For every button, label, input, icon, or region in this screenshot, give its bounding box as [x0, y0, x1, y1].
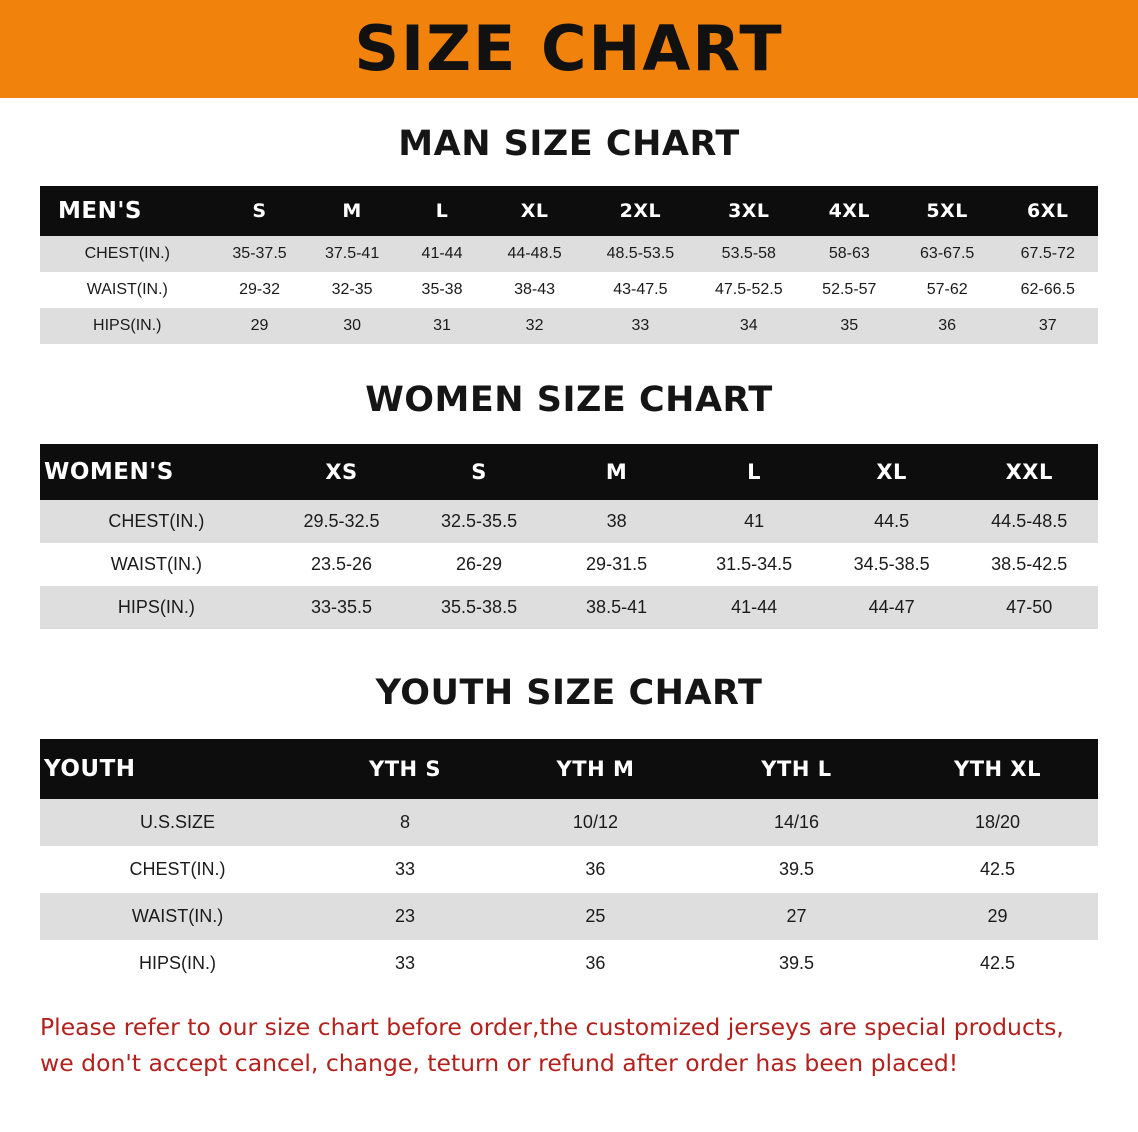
- youth-cell-2-0: 23: [315, 893, 495, 940]
- women-header-cell-6: XXL: [960, 444, 1098, 500]
- women-table-wrapper: [0, 444, 1138, 629]
- women-cell-1-4: 34.5-38.5: [823, 543, 961, 586]
- table-row: [40, 500, 1098, 543]
- women-cell-0-3: 41: [685, 500, 823, 543]
- size-chart-banner: [0, 0, 1138, 98]
- man-cell-1-7: 57-62: [897, 272, 998, 308]
- women-cell-0-5: 44.5-48.5: [960, 500, 1098, 543]
- youth-table-wrapper: [0, 739, 1138, 987]
- man-cell-0-5: 53.5-58: [696, 236, 802, 272]
- women-header-cell-5: XL: [823, 444, 961, 500]
- women-row-label-2: HIPS(IN.): [40, 586, 273, 629]
- man-cell-1-4: 43-47.5: [585, 272, 696, 308]
- women-cell-1-5: 38.5-42.5: [960, 543, 1098, 586]
- youth-cell-0-0: 8: [315, 799, 495, 846]
- youth-cell-3-0: 33: [315, 940, 495, 987]
- women-cell-2-5: 47-50: [960, 586, 1098, 629]
- man-cell-0-6: 58-63: [802, 236, 897, 272]
- man-cell-2-8: 37: [997, 308, 1098, 344]
- man-header-cell-2: M: [304, 186, 399, 236]
- women-section-title: WOMEN SIZE CHART: [365, 380, 773, 420]
- table-row: [40, 308, 1098, 344]
- table-row: [40, 236, 1098, 272]
- man-row-label-1: WAIST(IN.): [40, 272, 215, 308]
- youth-header-cell-4: YTH XL: [897, 739, 1098, 799]
- man-cell-2-5: 34: [696, 308, 802, 344]
- man-cell-2-3: 32: [484, 308, 585, 344]
- man-table-header-row: [40, 186, 1098, 236]
- women-cell-1-3: 31.5-34.5: [685, 543, 823, 586]
- man-cell-2-0: 29: [215, 308, 305, 344]
- man-header-cell-3: L: [400, 186, 485, 236]
- man-cell-0-7: 63-67.5: [897, 236, 998, 272]
- man-cell-0-8: 67.5-72: [997, 236, 1098, 272]
- youth-header-cell-1: YTH S: [315, 739, 495, 799]
- man-cell-0-0: 35-37.5: [215, 236, 305, 272]
- women-header-cell-0: WOMEN'S: [40, 444, 273, 500]
- youth-row-label-0: U.S.SIZE: [40, 799, 315, 846]
- women-cell-2-2: 38.5-41: [548, 586, 686, 629]
- disclaimer-line-2: we don't accept cancel, change, teturn or refund after order has been placed!: [40, 1049, 959, 1078]
- man-cell-0-4: 48.5-53.5: [585, 236, 696, 272]
- youth-cell-2-2: 27: [696, 893, 897, 940]
- man-header-cell-7: 4XL: [802, 186, 897, 236]
- man-cell-2-2: 31: [400, 308, 485, 344]
- man-cell-1-6: 52.5-57: [802, 272, 897, 308]
- youth-cell-1-1: 36: [495, 846, 696, 893]
- disclaimer-line-1: Please refer to our size chart before order,the customized jerseys are special products,: [40, 1013, 1064, 1041]
- women-cell-2-3: 41-44: [685, 586, 823, 629]
- man-cell-1-8: 62-66.5: [997, 272, 1098, 308]
- youth-header-cell-3: YTH L: [696, 739, 897, 799]
- size-chart-disclaimer: [40, 1009, 1098, 1082]
- table-row: [40, 586, 1098, 629]
- table-row: [40, 799, 1098, 846]
- youth-cell-0-2: 14/16: [696, 799, 897, 846]
- man-cell-1-2: 35-38: [400, 272, 485, 308]
- man-header-cell-6: 3XL: [696, 186, 802, 236]
- youth-cell-1-0: 33: [315, 846, 495, 893]
- man-cell-2-6: 35: [802, 308, 897, 344]
- women-header-cell-1: XS: [273, 444, 411, 500]
- women-cell-0-1: 32.5-35.5: [410, 500, 548, 543]
- youth-cell-2-3: 29: [897, 893, 1098, 940]
- youth-cell-1-2: 39.5: [696, 846, 897, 893]
- table-row: [40, 940, 1098, 987]
- women-cell-0-4: 44.5: [823, 500, 961, 543]
- women-header-cell-2: S: [410, 444, 548, 500]
- youth-row-label-2: WAIST(IN.): [40, 893, 315, 940]
- man-header-cell-4: XL: [484, 186, 585, 236]
- women-cell-1-0: 23.5-26: [273, 543, 411, 586]
- youth-table-header-row: [40, 739, 1098, 799]
- youth-header-cell-0: YOUTH: [40, 739, 315, 799]
- man-size-table: [40, 186, 1098, 344]
- women-cell-0-2: 38: [548, 500, 686, 543]
- women-row-label-1: WAIST(IN.): [40, 543, 273, 586]
- man-cell-1-1: 32-35: [304, 272, 399, 308]
- table-row: [40, 543, 1098, 586]
- man-header-cell-5: 2XL: [585, 186, 696, 236]
- man-row-label-0: CHEST(IN.): [40, 236, 215, 272]
- women-size-table: [40, 444, 1098, 629]
- table-row: [40, 893, 1098, 940]
- man-cell-0-1: 37.5-41: [304, 236, 399, 272]
- women-row-label-0: CHEST(IN.): [40, 500, 273, 543]
- page-title: SIZE CHART: [354, 12, 784, 85]
- man-cell-0-3: 44-48.5: [484, 236, 585, 272]
- man-cell-2-1: 30: [304, 308, 399, 344]
- women-cell-2-1: 35.5-38.5: [410, 586, 548, 629]
- women-cell-1-1: 26-29: [410, 543, 548, 586]
- youth-row-label-3: HIPS(IN.): [40, 940, 315, 987]
- man-cell-1-3: 38-43: [484, 272, 585, 308]
- man-header-cell-1: S: [215, 186, 305, 236]
- women-table-header-row: [40, 444, 1098, 500]
- youth-cell-0-1: 10/12: [495, 799, 696, 846]
- youth-cell-3-1: 36: [495, 940, 696, 987]
- man-header-cell-8: 5XL: [897, 186, 998, 236]
- women-cell-2-4: 44-47: [823, 586, 961, 629]
- man-cell-2-4: 33: [585, 308, 696, 344]
- youth-size-table: [40, 739, 1098, 987]
- women-header-cell-3: M: [548, 444, 686, 500]
- youth-cell-0-3: 18/20: [897, 799, 1098, 846]
- youth-cell-3-3: 42.5: [897, 940, 1098, 987]
- table-row: [40, 272, 1098, 308]
- man-table-wrapper: [0, 186, 1138, 344]
- man-header-cell-0: MEN'S: [40, 186, 215, 236]
- women-cell-0-0: 29.5-32.5: [273, 500, 411, 543]
- table-row: [40, 846, 1098, 893]
- youth-cell-3-2: 39.5: [696, 940, 897, 987]
- women-cell-2-0: 33-35.5: [273, 586, 411, 629]
- women-cell-1-2: 29-31.5: [548, 543, 686, 586]
- youth-cell-2-1: 25: [495, 893, 696, 940]
- youth-section-title: YOUTH SIZE CHART: [375, 673, 763, 713]
- youth-cell-1-3: 42.5: [897, 846, 1098, 893]
- man-cell-1-5: 47.5-52.5: [696, 272, 802, 308]
- man-cell-0-2: 41-44: [400, 236, 485, 272]
- man-row-label-2: HIPS(IN.): [40, 308, 215, 344]
- women-header-cell-4: L: [685, 444, 823, 500]
- youth-header-cell-2: YTH M: [495, 739, 696, 799]
- youth-row-label-1: CHEST(IN.): [40, 846, 315, 893]
- man-section-title: MAN SIZE CHART: [398, 124, 740, 164]
- man-cell-2-7: 36: [897, 308, 998, 344]
- man-cell-1-0: 29-32: [215, 272, 305, 308]
- man-header-cell-9: 6XL: [997, 186, 1098, 236]
